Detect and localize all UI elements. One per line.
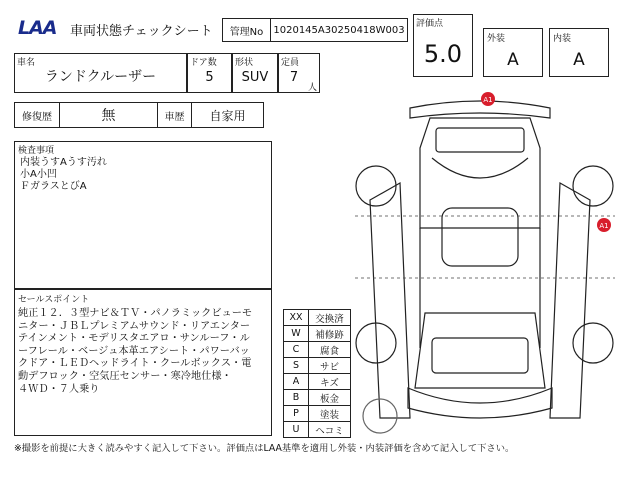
usage-value: 自家用 (209, 108, 246, 123)
wheel-left-rear (356, 166, 396, 206)
exterior-grade: A (507, 50, 519, 70)
legend-desc: 腐食 (309, 342, 351, 358)
damage-mark-label: A1 (599, 222, 609, 230)
score-label: 評価点 (416, 19, 444, 29)
exterior-label: 外装 (487, 34, 506, 44)
car-name: ランドクルーザー (44, 69, 157, 85)
left-side-panel (370, 183, 410, 418)
capacity-label: 定員 (281, 58, 300, 68)
usage-label: 車歴 (158, 103, 192, 127)
footer-note: ※撮影を前提に大きく読みやすく記入して下さい。評価点はLAA基準を適用し外装・内装評価を含めて記入して下さい。 (14, 443, 515, 454)
inspection-note: ＦガラスとびA (20, 181, 87, 192)
right-side-panel (550, 183, 590, 418)
interior-grade: A (573, 50, 585, 70)
doors-label: ドア数 (190, 58, 217, 68)
rear-bumper-outline (410, 101, 550, 118)
mgmt-box (222, 18, 408, 42)
repair-value: 無 (60, 103, 158, 127)
doors-value: 5 (205, 69, 214, 85)
doors-box (187, 53, 232, 93)
legend-code: U (284, 422, 309, 438)
car-diagram (340, 88, 630, 438)
damage-mark-label: A1 (483, 96, 493, 104)
roof-curve (432, 158, 528, 178)
hood-outline (415, 313, 545, 388)
car-name-label: 車名 (17, 58, 36, 68)
interior-grade-box (549, 28, 609, 77)
rear-body-outline (420, 118, 540, 228)
legend-code: S (284, 358, 309, 374)
mgmt-value: 1020145A30250418W003 (273, 24, 405, 36)
inspection-notes (20, 157, 107, 193)
wheel-right-rear (573, 166, 613, 206)
capacity-value: 7 (289, 69, 299, 85)
windshield (432, 338, 528, 373)
pillar-lines (420, 228, 540, 348)
legend-code: W (284, 326, 309, 342)
legend-code: B (284, 390, 309, 406)
mgmt-label: 管理No (223, 19, 271, 41)
legend-desc: 補修跡 (309, 326, 351, 342)
sales-points-text: 純正１２．３型ナビ＆ＴＶ・パノラミックビューモ ニター・ＪＢＬプレミアムサウンド・リアエンター テインメント・モデリスタエアロ・サンルーフ・ル ーフレール・ベージュ本革エアシート・パワーバッ クドア・ＬＥＤヘッドライト・クールボックス・電 動デフロック・空気圧センサー・寒冷地仕様・ ４ＷＤ・７人乗り (18, 308, 253, 395)
roof-panel (442, 208, 518, 266)
inspection-label: 検査事項 (18, 146, 55, 156)
history-box (14, 102, 264, 128)
legend-code: P (284, 406, 309, 422)
score-value: 5.0 (423, 40, 463, 68)
shape-label: 形状 (235, 58, 254, 68)
legend-desc: キズ (309, 374, 351, 390)
shape-box (232, 53, 278, 93)
wheel-right-front (573, 323, 613, 363)
sales-points-box (14, 289, 272, 436)
sheet-title: 車両状態チェックシート (70, 24, 213, 39)
front-bumper-outline (408, 388, 552, 418)
legend-desc: 板金 (309, 390, 351, 406)
legend-code: A (284, 374, 309, 390)
score-box (413, 14, 473, 77)
legend-desc: ヘコミ (309, 422, 351, 438)
repair-label: 修復歴 (15, 103, 60, 127)
legend-code: XX (284, 310, 309, 326)
sales-points-label: セールスポイント (18, 295, 90, 305)
legend-desc: サビ (309, 358, 351, 374)
exterior-grade-box (483, 28, 543, 77)
inspection-note: 内装うすAうす汚れ (20, 157, 107, 168)
legend-code: C (284, 342, 309, 358)
capacity-box (278, 53, 320, 93)
legend-desc: 塗装 (309, 406, 351, 422)
interior-label: 内装 (553, 34, 572, 44)
inspection-box (14, 141, 272, 289)
laa-logo: LAA (18, 17, 57, 39)
inspection-note: 小A小凹 (20, 169, 57, 180)
legend-desc: 交換済 (309, 310, 351, 326)
shape-value: SUV (241, 69, 269, 85)
capacity-unit: 人 (308, 83, 318, 93)
car-name-box (14, 53, 187, 93)
rear-window (436, 128, 524, 152)
